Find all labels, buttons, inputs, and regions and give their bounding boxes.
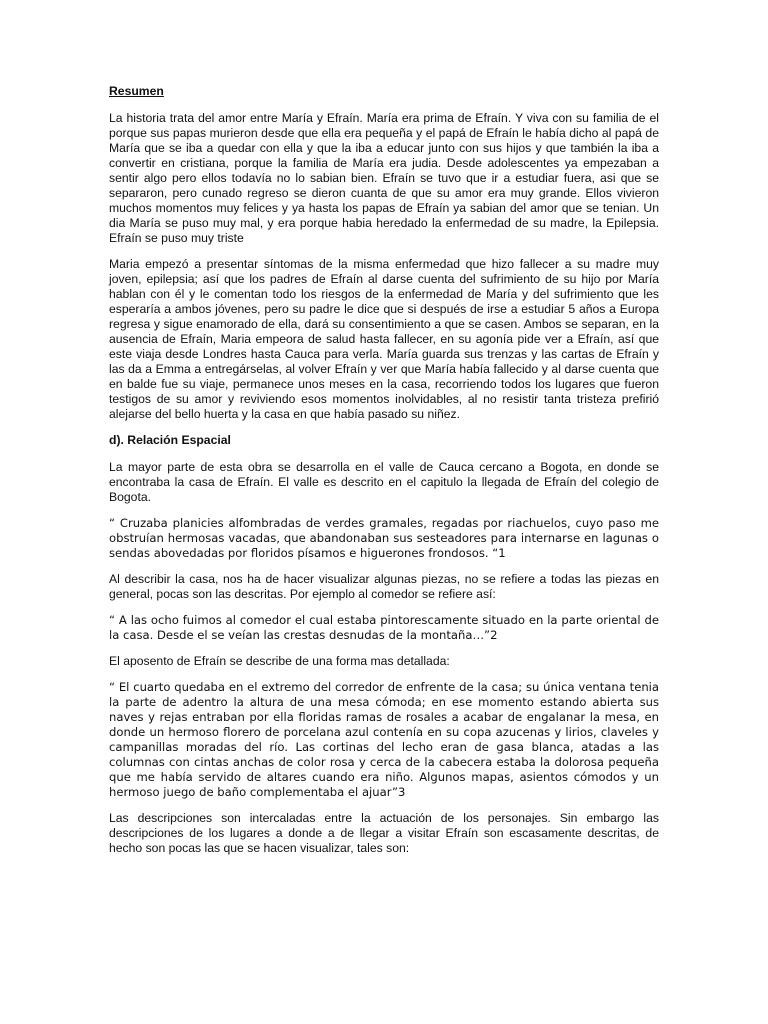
paragraph-espacial-3: El aposento de Efraín se describe de una forma mas detallada: <box>109 654 450 668</box>
quote-aposento: “ El cuarto quedaba en el extremo del corredor de enfrente de la casa; su única ventana tenia la parte de adentro la altura de una mesa cómoda; en ese momento estando abierta sus naves y rejas entraban por ella floridas ramas de rosales a acabar de engalanar la mesa, en donde un hermoso florero de porcelana azul contenía en su copa azucenas y lirios, claveles y campanillas moradas del río. Las cortinas del lecho eran de gasa blanca, atadas a las columnas con cintas anchas de color rosa y cerca de la cabecera estaba la dolorosa pequeña que me había servido de altares cuando era niño. Algunos mapas, asientos cómodos y un hermoso juego de baño complementaba el ajuar”3 <box>109 680 659 799</box>
quote-valle: “ Cruzaba planicies alfombradas de verdes gramales, regadas por riachuelos, cuyo paso me obstruían hermosas vacadas, que abandonaban sus sesteadores para internarse en lagunas o sendas abovedadas por floridos písamos e higuerones frondosos. “1 <box>109 516 659 560</box>
quote-comedor: “ A las ocho fuimos al comedor el cual estaba pintorescamente situado en la parte oriental de la casa. Desde el se veían las crestas desnudas de la montaña…”2 <box>109 613 659 642</box>
paragraph-espacial-2: Al describir la casa, nos ha de hacer visualizar algunas piezas, no se refiere a todas las piezas en general, pocas son las descritas. Por ejemplo al comedor se refiere así: <box>109 572 659 601</box>
document-page <box>109 84 659 867</box>
paragraph-summary-1: La historia trata del amor entre María y Efraín. María era prima de Efraín. Y viva con su familia de el porque sus papas murieron desde que ella era pequeña y el papá de Efraín le había dicho al papá de María que se iba a quedar con ella y que la iba a educar junto con sus hijos y que también la iba a convertir en cristiana, porque la familia de María era judia. Desde adolescentes ya empezaban a sentir algo pero ellos todavía no lo sabian bien. Efraín se tuvo que ir a estudiar fuera, asi que se separaron, pero cunado regreso se dieron cuanta de que su amor era muy grande. Ellos vivieron muchos momentos muy felices y ya hasta los papas de Efraín ya sabian del amor que se tenian. Un dia María se puso muy mal, y era porque habia heredado la enfermedad de su madre, la Epilepsia. Efraín se puso muy triste <box>109 111 659 245</box>
paragraph-espacial-1: La mayor parte de esta obra se desarrolla en el valle de Cauca cercano a Bogota, en donde se encontraba la casa de Efraín. El valle es descrito en el capitulo la llegada de Efraín del colegio de Bogota. <box>109 460 659 504</box>
section-heading-resumen: Resumen <box>109 84 164 98</box>
section-heading-relacion-espacial: d). Relación Espacial <box>109 433 231 447</box>
paragraph-summary-2: Maria empezó a presentar síntomas de la misma enfermedad que hizo fallecer a su madre muy joven, epilepsia; así que los padres de Efraín al darse cuenta del sufrimiento de su hijo por María hablan con él y le comentan todo los riesgos de la enfermedad de María y del sufrimiento que les esperaría a ambos jóvenes, pero su padre le dice que si después de irse a estudiar 5 años a Europa regresa y sigue enamorado de ella, dará su consentimiento a que se casen. Ambos se separan, en la ausencia de Efraín, Maria empeora de salud hasta fallecer, en su agonía pide ver a Efraín, así que este viaja desde Londres hasta Cauca para verla. María guarda sus trenzas y las cartas de Efraín y las da a Emma a entregárselas, al volver Efraín y ver que María había fallecido y al darse cuenta que en balde fue su viaje, permanece unos meses en la casa, recorriendo todos los lugares que fueron testigos de su amor y reviviendo esos momentos inolvidables, al no resistir tanta tristeza prefirió alejarse del bello huerta y la casa en que había pasado su niñez. <box>109 257 659 421</box>
paragraph-espacial-4: Las descripciones son intercaladas entre la actuación de los personajes. Sin embargo las descripciones de los lugares a donde a de llegar a visitar Efraín son escasamente descritas, de hecho son pocas las que se hacen visualizar, tales son: <box>109 811 659 855</box>
